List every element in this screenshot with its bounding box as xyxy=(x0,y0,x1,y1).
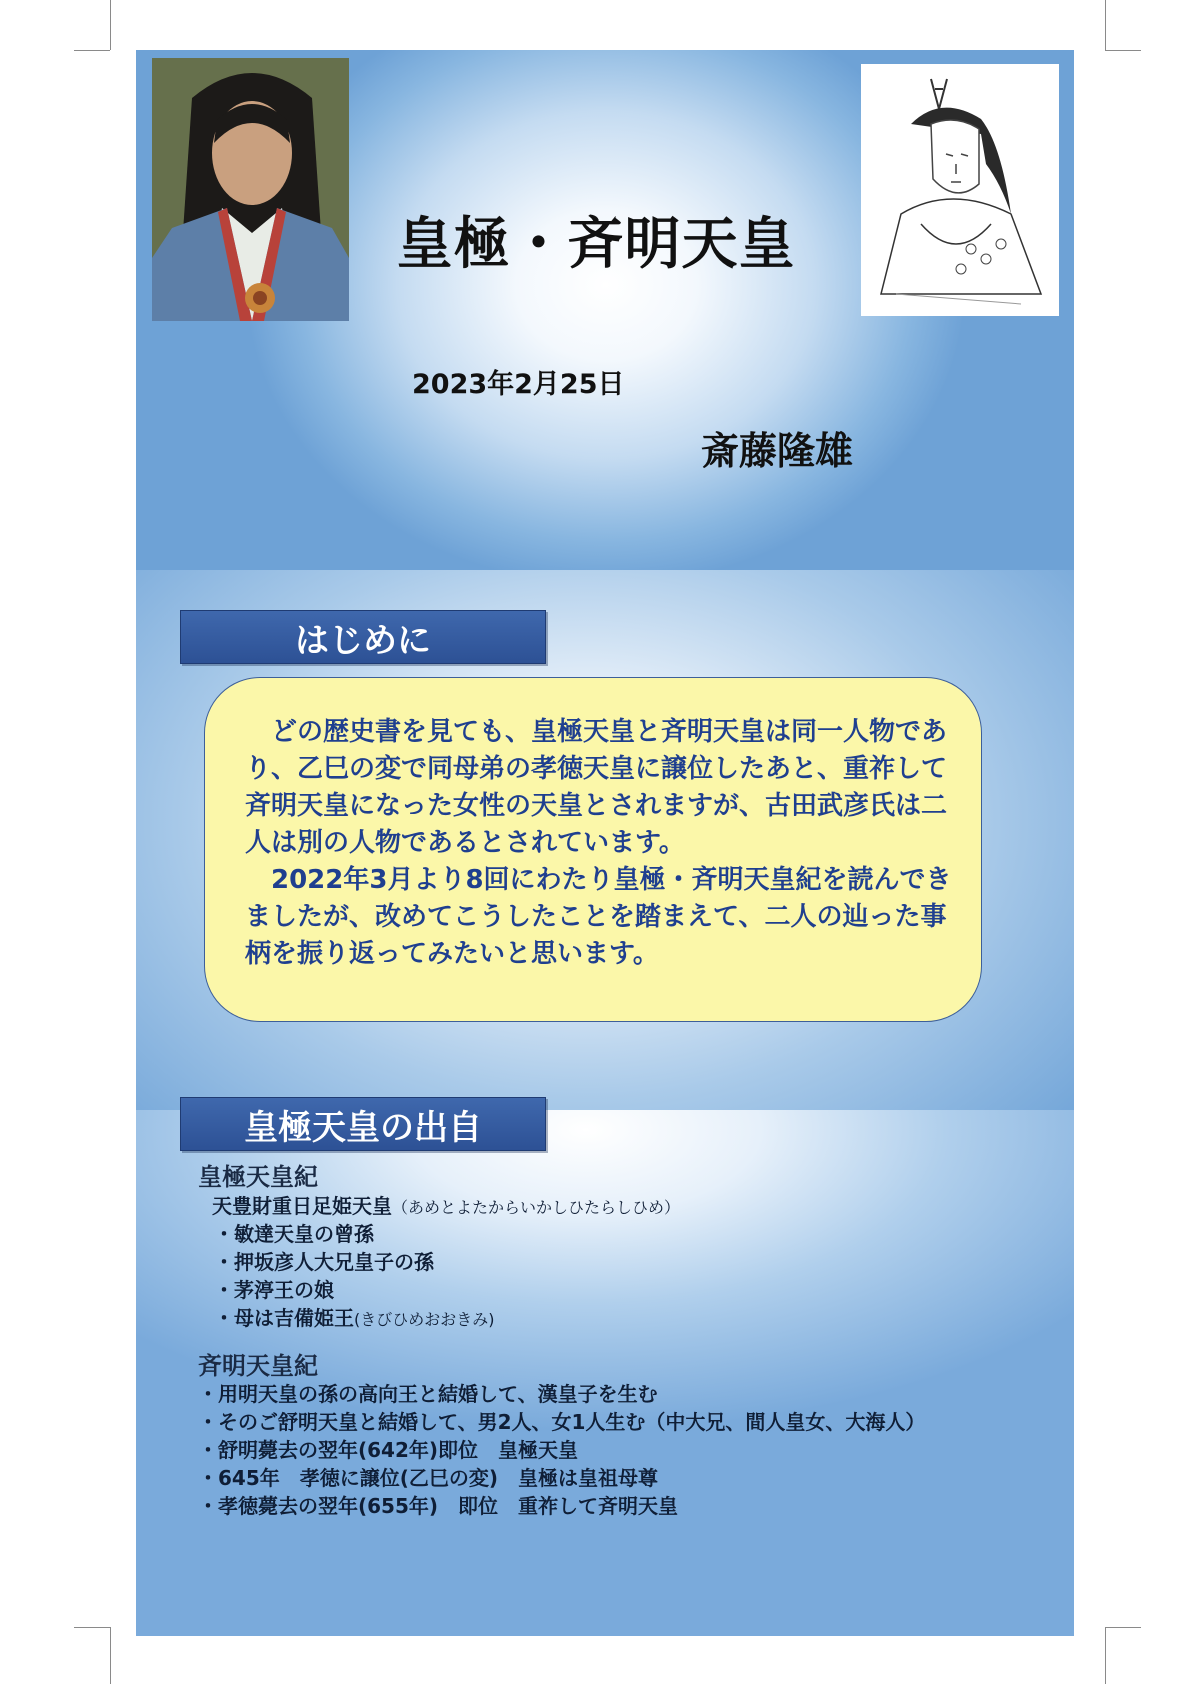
list-item: ・舒明薨去の翌年(642年)即位 皇極天皇 xyxy=(198,1438,579,1462)
crop-mark xyxy=(74,50,110,51)
list-item: ・茅渟王の娘 xyxy=(214,1278,334,1302)
origin-heading: 皇極天皇の出自 xyxy=(180,1097,546,1151)
date-text: 2023年2月25日 xyxy=(412,369,625,400)
list-item-mother xyxy=(214,1302,495,1331)
crop-mark xyxy=(1105,0,1106,50)
kogyoku-name-line xyxy=(212,1190,680,1219)
kogyoku-name-reading: （あめとよたからいかしひたらしひめ） xyxy=(392,1198,681,1217)
intro-box xyxy=(204,677,982,1022)
list-item: ・押坂彦人大兄皇子の孫 xyxy=(214,1250,434,1274)
portrait-painting-image xyxy=(152,58,349,321)
intro-paragraph: どの歴史書を見ても、皇極天皇と斉明天皇は同一人物であり、乙巳の変で同母弟の孝徳天皇に譲位したあと、重祚して斉明天皇になった女性の天皇とされますが、古田武彦氏は二人は別の人物であるとされています。 xyxy=(245,717,948,858)
crop-mark xyxy=(1105,50,1141,51)
portrait-ink-drawing xyxy=(861,64,1059,316)
title-panel xyxy=(136,50,1074,570)
intro-heading: はじめに xyxy=(180,610,546,664)
crop-mark xyxy=(1105,1627,1106,1684)
portrait-ink-drawing-image xyxy=(861,64,1059,316)
kogyoku-name: 天豊財重日足姫天皇 xyxy=(212,1194,392,1218)
crop-mark xyxy=(110,0,111,50)
crop-mark xyxy=(1105,1627,1141,1628)
page-title: 皇極・斉明天皇 xyxy=(396,212,796,277)
kogyoku-section-title: 皇極天皇紀 xyxy=(198,1163,318,1191)
list-item: ・用明天皇の孫の高向王と結婚して、漢皇子を生む xyxy=(198,1382,658,1406)
list-item: ・孝徳薨去の翌年(655年) 即位 重祚して斉明天皇 xyxy=(198,1494,679,1518)
saimei-section-title: 斉明天皇紀 xyxy=(198,1352,318,1380)
crop-mark xyxy=(110,1627,111,1684)
portrait-painting xyxy=(152,58,349,321)
list-item: ・645年 孝徳に譲位(乙巳の変) 皇極は皇祖母尊 xyxy=(198,1466,659,1490)
intro-text xyxy=(245,714,955,973)
crop-mark xyxy=(74,1627,110,1628)
list-item: ・母は吉備姫王 xyxy=(214,1306,354,1330)
mother-reading: (きびひめおおきみ) xyxy=(354,1310,495,1329)
intro-paragraph: 2022年3月より8回にわたり皇極・斉明天皇紀を読んできましたが、改めてこうしたことを踏まえて、二人の辿った事柄を振り返ってみたいと思います。 xyxy=(245,865,952,969)
author-name: 斎藤隆雄 xyxy=(701,429,854,473)
list-item: ・そのご舒明天皇と結婚して、男2人、女1人生む（中大兄、間人皇女、大海人） xyxy=(198,1410,926,1434)
document-sheet xyxy=(136,50,1074,1636)
list-item: ・敏達天皇の曾孫 xyxy=(214,1222,374,1246)
